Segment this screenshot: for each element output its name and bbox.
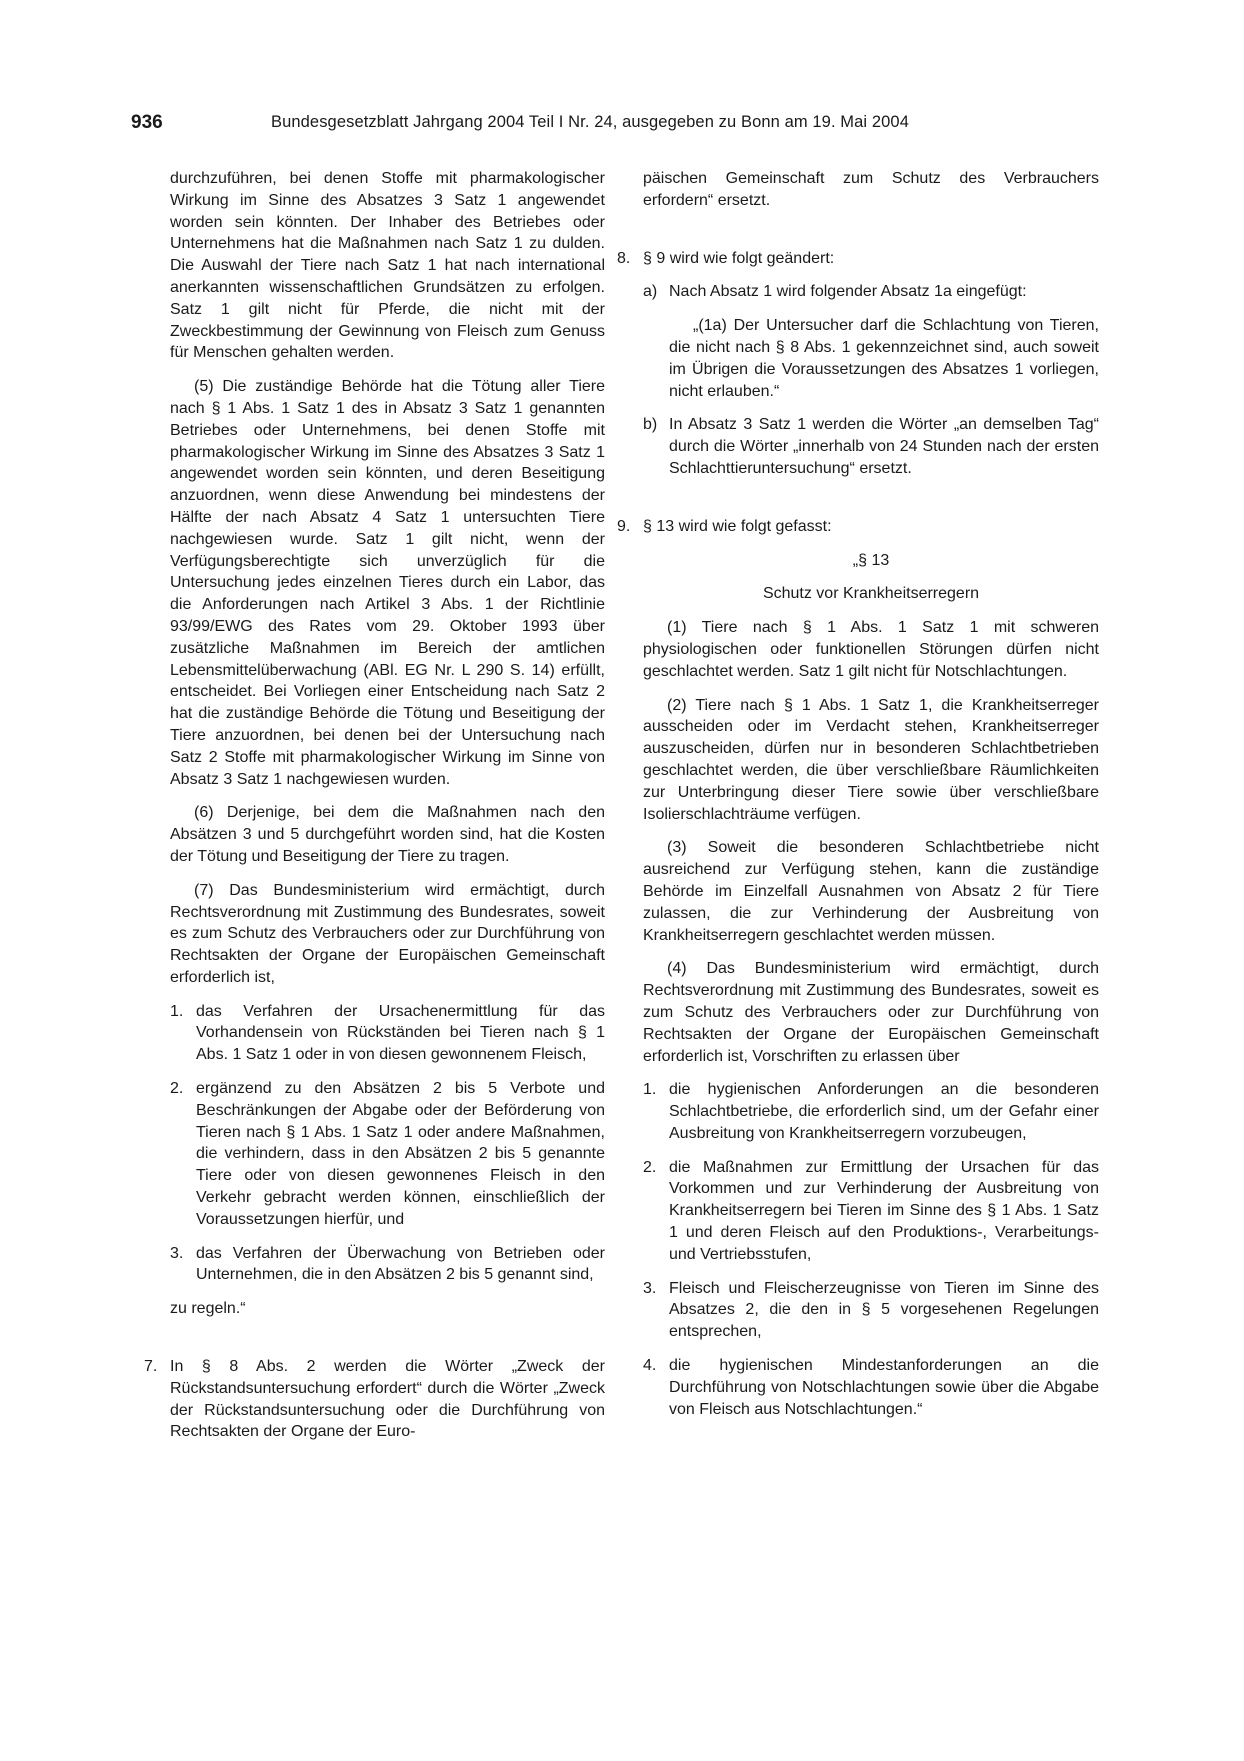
item-text: § 13 wird wie folgt gefasst: — [643, 517, 832, 535]
paragraph-continuation: durchzuführen, bei denen Stoffe mit pharmakologischer Wirkung im Sinne des Absatzes 3 Satz 1 angewendet worden sein könnten. Der Inhaber des Betriebes oder Unternehmens hat die Maßnahmen nach Satz 1 zu dulden. Die Auswahl der Tiere nach Satz 1 hat nach international anerkannten wissenschaftlichen Grundsätzen zu erfolgen. Satz 1 gilt nicht für Pferde, die nicht mit der Zweckbestimmung der Gewinnung von Fleisch zum Genuss für Menschen gehalten werden. — [170, 170, 605, 362]
running-head: Bundesgesetzblatt Jahrgang 2004 Teil I Nr. 24, ausgegeben zu Bonn am 19. Mai 2004 — [271, 113, 909, 131]
paragraph-5: (5) Die zuständige Behörde hat die Tötung aller Tiere nach § 1 Abs. 1 Satz 1 des in Absatz 3 Satz 1 genannten Betriebes oder Unternehmens, bei denen Stoffe mit pharmakologischer Wirkung im Sinne des Absatzes 3 Satz 1 angewendet worden sein könnten, und deren Beseitigung anzuordnen, wenn diese Anwendung bei mindestens der Hälfte der nach Absatz 4 Satz 1 untersuchten Tiere nachgewiesen wurde. Satz 1 gilt nicht, wenn der Verfügungsberechtigte sich unverzüglich für die Untersuchung jedes einzelnen Tieres durch ein Labor, das die Anforderungen nach Artikel 3 Abs. 1 der Richtlinie 93/99/EWG des Rates vom 29. Oktober 1993 über zusätzliche Maßnahmen im Bereich der amtlichen Lebensmittelüberwachung (ABl. EG Nr. L 290 S. 14) erfüllt, entscheidet. Bei Vorliegen einer Entscheidung nach Satz 2 hat die zuständige Behörde die Tötung und Beseitigung der Tiere anzuordnen, bei denen bei der Untersuchung nach Satz 2 Stoffe mit pharmakologischer Wirkung im Sinne von Absatz 3 Satz 1 nachgewiesen wurden. — [170, 378, 605, 788]
list-item — [170, 1243, 605, 1287]
list-text: das Verfahren der Ursachenermittlung für das Vorhandensein von Rückständen bei Tieren nach § 1 Abs. 1 Satz 1 oder in von diesen gewonnenem Fleisch, — [196, 1002, 605, 1064]
list-number: 1. — [643, 1081, 657, 1099]
list-item — [170, 1001, 605, 1066]
closing-text: zu regeln.“ — [170, 1300, 246, 1318]
list-item — [170, 1078, 605, 1231]
section-title: Schutz vor Krankheitserregern — [762, 585, 980, 603]
section-paragraph-1: (1) Tiere nach § 1 Abs. 1 Satz 1 mit schweren physiologischen oder funktionellen Störungen dürfen nicht geschlachtet werden. Satz 1 gilt nicht für Notschlachtungen. — [643, 619, 1099, 680]
list-item — [643, 1157, 1099, 1266]
sub-item-marker: b) — [643, 416, 658, 434]
section-heading: „§ 13 — [852, 551, 890, 569]
item-number: 7. — [144, 1358, 158, 1376]
sub-item-text: In Absatz 3 Satz 1 werden die Wörter „an demselben Tag“ durch die Wörter „innerhalb von 24 Stunden nach der ersten Schlachttieruntersuchung“ ersetzt. — [669, 416, 1099, 477]
list-text: die hygienischen Mindestanforderungen an die Durchführung von Notschlachtungen sowie über die Abgabe von Fleisch aus Notschlachtungen.“ — [669, 1357, 1099, 1418]
quote-text: „(1a) Der Untersucher darf die Schlachtung von Tieren, die nicht nach § 8 Abs. 1 gekennzeichnet sind, auch soweit im Übrigen die Voraussetzungen des Absatzes 1 vorliegen, nicht erlauben.“ — [669, 317, 1099, 400]
amendment-item-8 — [617, 248, 1099, 480]
list-item — [643, 1079, 1099, 1144]
list-number: 3. — [170, 1244, 184, 1262]
list-number: 2. — [170, 1080, 184, 1098]
list-item — [643, 1355, 1099, 1420]
list-number: 4. — [643, 1357, 657, 1375]
item-7-continuation: päischen Gemeinschaft zum Schutz des Verbrauchers erfordern“ ersetzt. — [643, 170, 1099, 209]
paragraph-6: (6) Derjenige, bei dem die Maßnahmen nach den Absätzen 3 und 5 durchgeführt worden sind, hat die Kosten der Tötung und Beseitigung der Tiere zu tragen. — [170, 804, 605, 865]
list-text: die Maßnahmen zur Ermittlung der Ursachen für das Vorkommen und zur Verhinderung der Ausbreitung von Krankheitserregern bei Tieren im Sinne des § 1 Abs. 1 Satz 1 und deren Fleisch auf den Produktions-, Verarbeitungs- und Vertriebsstufen, — [669, 1158, 1099, 1263]
list-text: das Verfahren der Überwachung von Betrieben oder Unternehmen, die in den Absätzen 2 bis 5 genannt sind, — [196, 1244, 605, 1284]
sub-item-a — [643, 281, 1099, 303]
item-text: § 9 wird wie folgt geändert: — [643, 249, 835, 267]
page-header — [131, 112, 1111, 138]
quoted-paragraph — [643, 315, 1099, 402]
list-number: 1. — [170, 1002, 184, 1020]
sub-item-b — [643, 414, 1099, 479]
page-number: 936 — [131, 112, 163, 133]
section-paragraph-3: (3) Soweit die besonderen Schlachtbetriebe nicht ausreichend zur Verfügung stehen, kann die zuständige Behörde im Einzelfall Ausnahmen von Absatz 2 für Tiere zulassen, die zur Verhinderung der Ausbreitung von Krankheitserregern geschlachtet werden müssen. — [643, 839, 1099, 944]
left-column — [144, 168, 605, 1443]
list-text: die hygienischen Anforderungen an die besonderen Schlachtbetriebe, die erforderlich sind, um der Gefahr einer Ausbreitung von Krankheitserregern vorzubeugen, — [669, 1081, 1099, 1142]
section-paragraph-2: (2) Tiere nach § 1 Abs. 1 Satz 1, die Krankheitserreger ausscheiden oder im Verdacht stehen, Krankheitserreger auszuscheiden, dürfen nur in besonderen Schlachtbetrieben geschlachtet werden, die über verschließbare Räumlichkeiten zur Unterbringung dieser Tiere sowie über verschließbare Isolierschlachträume verfügen. — [643, 696, 1099, 823]
sub-item-text: Nach Absatz 1 wird folgender Absatz 1a eingefügt: — [669, 283, 1027, 301]
item-number: 9. — [617, 517, 631, 535]
amendment-item-9 — [617, 516, 1099, 1421]
right-column — [617, 168, 1099, 1420]
list-text: ergänzend zu den Absätzen 2 bis 5 Verbote und Beschränkungen der Abgabe oder der Beförderung von Tieren nach § 1 Abs. 1 Satz 1 oder andere Maßnahmen, die verhindern, dass in den Absätzen 2 bis 5 genannte Tiere oder von diesen gewonnenes Fleisch in den Verkehr gebracht werden können, einschließlich der Voraussetzungen hierfür, und — [196, 1080, 605, 1228]
list-number: 3. — [643, 1279, 657, 1297]
sub-item-marker: a) — [643, 283, 658, 301]
item-text: In § 8 Abs. 2 werden die Wörter „Zweck der Rückstandsuntersuchung erfordert“ durch die Wörter „Zweck der Rückstandsuntersuchung oder die Durchführung von Rechtsakten der Organe der Euro- — [170, 1358, 605, 1441]
amendment-item-7 — [144, 1356, 605, 1443]
section-paragraph-4: (4) Das Bundesministerium wird ermächtigt, durch Rechtsverordnung mit Zustimmung des Bundesrates, soweit es zum Schutz des Verbrauchers oder zur Durchführung von Rechtsakten der Organe der Europäischen Gemeinschaft erforderlich ist, Vorschriften zu erlassen über — [643, 960, 1099, 1065]
list-text: Fleisch und Fleischerzeugnisse von Tieren im Sinne des Absatzes 2, die den in § 5 vorgesehenen Regelungen entsprechen, — [669, 1279, 1099, 1341]
item-number: 8. — [617, 249, 631, 267]
paragraph-7: (7) Das Bundesministerium wird ermächtigt, durch Rechtsverordnung mit Zustimmung des Bundesrates, soweit es zum Schutz des Verbrauchers oder zur Durchführung von Rechtsakten der Organe der Europäischen Gemeinschaft erforderlich ist, — [170, 881, 605, 986]
list-number: 2. — [643, 1158, 657, 1176]
list-item — [643, 1278, 1099, 1343]
